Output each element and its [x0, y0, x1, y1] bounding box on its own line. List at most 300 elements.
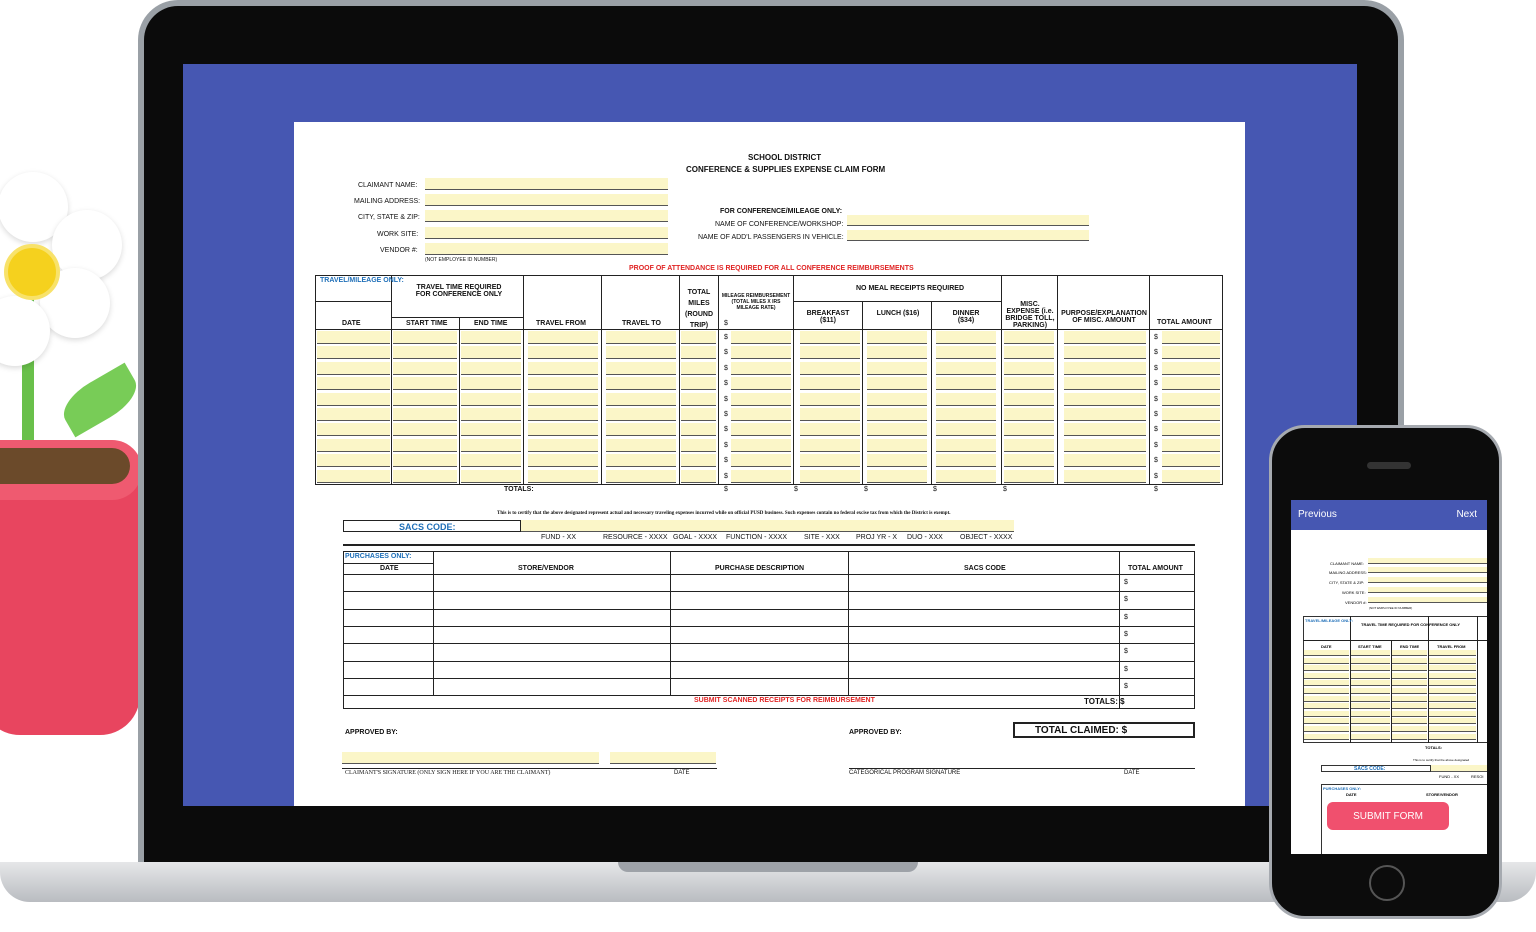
travel-cell-field[interactable] — [393, 423, 457, 436]
phone-travel-cell[interactable] — [1351, 688, 1390, 694]
submit-form-button[interactable]: SUBMIT FORM — [1327, 802, 1449, 830]
phone-col-end: END TIME — [1400, 644, 1420, 649]
travel-cell-field[interactable] — [1064, 423, 1146, 436]
phone-vendor-label: VENDOR #: — [1345, 600, 1367, 605]
travel-cell-field[interactable] — [606, 470, 676, 483]
travel-cell-field[interactable] — [800, 393, 860, 406]
col-misc: MISC. EXPENSE (i.e. BRIDGE TOLL, PARKING) — [1005, 301, 1055, 329]
totals-dollar-sign: $ — [724, 486, 728, 493]
travel-time-header: TRAVEL TIME REQUIRED FOR CONFERENCE ONLY — [415, 284, 503, 298]
col-end-time: END TIME — [474, 320, 508, 327]
travel-cell-field[interactable] — [606, 439, 676, 452]
phone-travel-cell[interactable] — [1429, 734, 1476, 740]
phone-travel-cell[interactable] — [1351, 734, 1390, 740]
phone-travel-cell[interactable] — [1392, 711, 1427, 717]
total-claimed-label: TOTAL CLAIMED: $ — [1035, 725, 1128, 736]
dollar-sign: $ — [1154, 457, 1158, 465]
claimant-name-field[interactable] — [425, 178, 668, 190]
phone-travel-cell[interactable] — [1392, 696, 1427, 702]
conference-only-label: FOR CONFERENCE/MILEAGE ONLY: — [720, 208, 843, 215]
phone-travel-cell[interactable] — [1429, 680, 1476, 686]
travel-cell-field[interactable] — [1162, 331, 1220, 344]
travel-cell-field[interactable] — [1004, 331, 1054, 344]
travel-cell-field[interactable] — [681, 408, 716, 421]
travel-cell-field[interactable] — [731, 423, 791, 436]
dollar-sign: $ — [1154, 349, 1158, 357]
dollar-sign: $ — [1154, 411, 1158, 418]
conference-name-field[interactable] — [847, 215, 1089, 226]
phone-travel-cell[interactable] — [1351, 650, 1390, 656]
dollar-sign: $ — [724, 472, 728, 480]
col-start-time: START TIME — [406, 320, 448, 327]
totals-dollar-sign: $ — [933, 486, 937, 493]
purchase-row-line — [343, 661, 1195, 662]
phone-travel-cell[interactable] — [1392, 718, 1427, 724]
sacs-part-label: RESOURCE - XXXX — [603, 534, 668, 541]
col-total-amount: TOTAL AMOUNT — [1157, 319, 1212, 326]
travel-cell-field[interactable] — [731, 408, 791, 421]
dollar-sign: $ — [724, 349, 728, 357]
dollar-sign: $ — [1154, 364, 1158, 372]
phone-travel-cell[interactable] — [1304, 688, 1349, 694]
travel-cell-field[interactable] — [393, 377, 457, 390]
travel-cell-field[interactable] — [867, 408, 927, 421]
travel-cell-field[interactable] — [731, 454, 791, 467]
travel-cell-field[interactable] — [461, 423, 521, 436]
dollar-sign: $ — [724, 334, 728, 341]
sacs-part-label: PROJ YR - X — [856, 534, 898, 541]
sacs-part-label: FUNCTION - XXXX — [726, 534, 788, 541]
travel-cell-field[interactable] — [317, 408, 390, 421]
travel-cell-field[interactable] — [317, 393, 390, 406]
phone-resource: RESOI — [1471, 774, 1484, 779]
phone-travel-cell[interactable] — [1392, 680, 1427, 686]
phone-travel-cell[interactable] — [1392, 665, 1427, 671]
totals-dollar-sign: $ — [1003, 486, 1007, 493]
travel-cell-field[interactable] — [1064, 331, 1146, 344]
phone-travel-cell[interactable] — [1304, 734, 1349, 740]
phone-fund: FUND - XX — [1439, 774, 1459, 779]
travel-cell-field[interactable] — [1064, 408, 1146, 421]
col-purpose: PURPOSE/EXPLANATION OF MISC. AMOUNT — [1061, 310, 1147, 324]
phone-p-date: DATE — [1346, 792, 1357, 797]
phone-travel-cell[interactable] — [1351, 680, 1390, 686]
travel-cell-field[interactable] — [393, 439, 457, 452]
phone-travel-cell[interactable] — [1429, 718, 1476, 724]
travel-cell-field[interactable] — [1162, 408, 1220, 421]
phone-travel-cell[interactable] — [1392, 650, 1427, 656]
approved-by-1: APPROVED BY: — [345, 729, 398, 736]
travel-cell-field[interactable] — [1004, 393, 1054, 406]
claimant-date-label: DATE — [674, 770, 690, 776]
travel-cell-field[interactable] — [317, 331, 390, 344]
no-meal-header: NO MEAL RECEIPTS REQUIRED — [856, 285, 964, 292]
phone-nav-bar — [1291, 500, 1487, 530]
travel-cell-field[interactable] — [1162, 470, 1220, 483]
travel-cell-field[interactable] — [606, 423, 676, 436]
dollar-sign: $ — [724, 364, 728, 372]
travel-cell-field[interactable] — [1004, 423, 1054, 436]
dollar-sign: $ — [1154, 334, 1158, 341]
travel-cell-field[interactable] — [1004, 454, 1054, 467]
phone-travel-cell[interactable] — [1351, 696, 1390, 702]
phone-city-label: CITY, STATE & ZIP: — [1329, 580, 1365, 585]
travel-cell-field[interactable] — [1162, 362, 1220, 375]
travel-cell-field[interactable] — [606, 408, 676, 421]
travel-cell-field[interactable] — [867, 439, 927, 452]
phone-travel-cell[interactable] — [1429, 711, 1476, 717]
travel-cell-field[interactable] — [1064, 439, 1146, 452]
col-travel-from: TRAVEL FROM — [536, 320, 586, 327]
purchase-row-line — [343, 678, 1195, 679]
travel-cell-field[interactable] — [867, 423, 927, 436]
travel-cell-field[interactable] — [528, 454, 598, 467]
program-signature-label: CATEGORICAL PROGRAM SIGNATURE — [849, 770, 961, 776]
travel-cell-field[interactable] — [606, 377, 676, 390]
travel-cell-field[interactable] — [867, 362, 927, 375]
travel-cell-field[interactable] — [800, 346, 860, 359]
travel-totals-label: TOTALS: — [504, 486, 534, 493]
phone-col-from: TRAVEL FROM — [1437, 644, 1466, 649]
travel-cell-field[interactable] — [1004, 377, 1054, 390]
totals-dollar-sign: $ — [1154, 486, 1158, 493]
travel-cell-field[interactable] — [528, 393, 598, 406]
phone-travel-cell[interactable] — [1392, 734, 1427, 740]
travel-cell-field[interactable] — [867, 346, 927, 359]
travel-cell-field[interactable] — [606, 362, 676, 375]
dollar-sign: $ — [1154, 380, 1158, 388]
travel-cell-field[interactable] — [681, 346, 716, 359]
travel-cell-field[interactable] — [461, 346, 521, 359]
sacs-code-field[interactable] — [521, 520, 1014, 532]
program-date-label: DATE — [1124, 770, 1140, 776]
submit-receipts-note: SUBMIT SCANNED RECEIPTS FOR REIMBURSEMENT — [694, 697, 875, 704]
travel-cell-field[interactable] — [731, 331, 791, 344]
travel-cell-field[interactable] — [461, 331, 521, 344]
passengers-field[interactable] — [847, 230, 1089, 241]
conference-name-label: NAME OF CONFERENCE/WORKSHOP: — [715, 221, 844, 228]
travel-cell-field[interactable] — [461, 377, 521, 390]
dollar-sign: $ — [1154, 472, 1158, 480]
sacs-part-label: OBJECT - XXXX — [960, 534, 1013, 541]
travel-cell-field[interactable] — [731, 439, 791, 452]
phone-travel-cell[interactable] — [1429, 665, 1476, 671]
travel-cell-field[interactable] — [1162, 439, 1220, 452]
travel-cell-field[interactable] — [681, 377, 716, 390]
phone-travel-cell[interactable] — [1304, 658, 1349, 664]
travel-cell-field[interactable] — [1064, 362, 1146, 375]
purchases-only-label: PURCHASES ONLY: — [345, 553, 412, 560]
travel-cell-field[interactable] — [1004, 439, 1054, 452]
travel-cell-field[interactable] — [528, 408, 598, 421]
phone-travel-cell[interactable] — [1429, 650, 1476, 656]
phone-travel-cell[interactable] — [1351, 718, 1390, 724]
travel-cell-field[interactable] — [731, 377, 791, 390]
travel-cell-field[interactable] — [606, 331, 676, 344]
vendor-note: (NOT EMPLOYEE ID NUMBER) — [425, 257, 498, 263]
claimant-date-field[interactable] — [610, 752, 716, 764]
phone-travel-cell[interactable] — [1429, 696, 1476, 702]
phone-sacs-label: SACS CODE: — [1354, 766, 1386, 772]
purchase-totals: TOTALS: $ — [1084, 697, 1125, 706]
travel-cell-field[interactable] — [606, 346, 676, 359]
phone-travel-cell[interactable] — [1304, 726, 1349, 732]
travel-cell-field[interactable] — [800, 470, 860, 483]
claimant-signature-field[interactable] — [342, 752, 599, 764]
phone-home-button[interactable] — [1369, 865, 1405, 901]
phone-device — [1269, 425, 1502, 919]
travel-cell-field[interactable] — [681, 362, 716, 375]
travel-cell-field[interactable] — [936, 454, 996, 467]
totals-dollar-sign: $ — [794, 486, 798, 493]
travel-cell-field[interactable] — [1162, 377, 1220, 390]
purchase-row-line — [343, 626, 1195, 627]
travel-cell-field[interactable] — [528, 439, 598, 452]
dollar-sign: $ — [724, 457, 728, 465]
travel-cell-field[interactable] — [606, 454, 676, 467]
phone-speaker — [1367, 462, 1411, 469]
next-button[interactable]: Next — [1456, 509, 1477, 520]
phone-travel-cell[interactable] — [1392, 688, 1427, 694]
phone-travel-cell[interactable] — [1304, 703, 1349, 709]
col-breakfast: BREAKFAST ($11) — [806, 310, 850, 324]
col-date: DATE — [342, 320, 361, 327]
purchase-row-line — [343, 591, 1195, 592]
travel-cell-field[interactable] — [681, 454, 716, 467]
phone-travel-cell[interactable] — [1304, 650, 1349, 656]
phone-travel-cell[interactable] — [1392, 673, 1427, 679]
travel-cell-field[interactable] — [317, 423, 390, 436]
travel-cell-field[interactable] — [800, 423, 860, 436]
travel-cell-field[interactable] — [867, 377, 927, 390]
travel-cell-field[interactable] — [1004, 408, 1054, 421]
col-lunch: LUNCH ($16) — [876, 310, 920, 317]
travel-cell-field[interactable] — [1064, 377, 1146, 390]
phone-travel-header: TRAVEL/MILEAGE ONLY: — [1305, 618, 1353, 623]
purchase-row-line — [343, 643, 1195, 644]
travel-cell-field[interactable] — [528, 362, 598, 375]
travel-cell-field[interactable] — [800, 408, 860, 421]
travel-cell-field[interactable] — [461, 470, 521, 483]
phone-travel-cell[interactable] — [1304, 673, 1349, 679]
phone-worksite-field[interactable] — [1368, 587, 1487, 593]
phone-travel-cell[interactable] — [1351, 658, 1390, 664]
phone-p-store: STORE/VENDOR — [1426, 792, 1458, 797]
phone-certify: This is to certify that the above designated — [1413, 758, 1470, 762]
travel-cell-field[interactable] — [317, 346, 390, 359]
travel-cell-field[interactable] — [528, 423, 598, 436]
travel-cell-field[interactable] — [1162, 346, 1220, 359]
travel-cell-field[interactable] — [867, 454, 927, 467]
claimant-name-label: CLAIMANT NAME: — [358, 182, 418, 189]
travel-cell-field[interactable] — [393, 470, 457, 483]
travel-cell-field[interactable] — [800, 331, 860, 344]
phone-sacs-field[interactable] — [1431, 765, 1487, 772]
travel-cell-field[interactable] — [867, 393, 927, 406]
work-site-field[interactable] — [425, 227, 668, 239]
phone-travel-cell[interactable] — [1429, 703, 1476, 709]
phone-worksite-label: WORK SITE: — [1342, 590, 1366, 595]
dollar-sign: $ — [1154, 395, 1158, 403]
phone-vendor-field[interactable] — [1368, 597, 1487, 603]
claimant-signature-label: CLAIMANT'S SIGNATURE (ONLY SIGN HERE IF YOU ARE THE CLAIMANT) — [345, 770, 551, 776]
travel-cell-field[interactable] — [393, 393, 457, 406]
phone-totals: TOTALS: — [1425, 745, 1442, 750]
phone-mailing-field[interactable] — [1368, 567, 1487, 573]
phone-screen — [1291, 500, 1487, 854]
expense-claim-form — [294, 122, 1245, 806]
travel-cell-field[interactable] — [606, 393, 676, 406]
phone-travel-cell[interactable] — [1304, 696, 1349, 702]
travel-cell-field[interactable] — [1064, 393, 1146, 406]
laptop-notch — [618, 862, 918, 872]
travel-cell-field[interactable] — [393, 362, 457, 375]
vendor-label: VENDOR #: — [380, 247, 418, 254]
totals-dollar-sign: $ — [864, 486, 868, 493]
purchase-dollar-sign: $ — [1124, 613, 1128, 621]
dollar-sign: $ — [724, 411, 728, 418]
travel-cell-field[interactable] — [1004, 346, 1054, 359]
travel-cell-field[interactable] — [1064, 470, 1146, 483]
sacs-part-label: FUND - XX — [541, 534, 576, 541]
passengers-label: NAME OF ADD'L PASSENGERS IN VEHICLE: — [698, 234, 844, 241]
sacs-part-label: SITE - XXX — [804, 534, 840, 541]
travel-cell-field[interactable] — [936, 346, 996, 359]
travel-cell-field[interactable] — [528, 470, 598, 483]
travel-cell-field[interactable] — [393, 408, 457, 421]
travel-cell-field[interactable] — [393, 346, 457, 359]
travel-cell-field[interactable] — [867, 331, 927, 344]
phone-city-field[interactable] — [1368, 577, 1487, 583]
phone-travel-cell[interactable] — [1351, 665, 1390, 671]
travel-cell-field[interactable] — [936, 408, 996, 421]
phone-travel-cell[interactable] — [1392, 726, 1427, 732]
flower-center — [4, 244, 60, 300]
phone-travel-cell[interactable] — [1351, 726, 1390, 732]
travel-cell-field[interactable] — [461, 439, 521, 452]
travel-cell-field[interactable] — [936, 470, 996, 483]
phone-travel-cell[interactable] — [1429, 688, 1476, 694]
travel-cell-field[interactable] — [731, 393, 791, 406]
travel-cell-field[interactable] — [936, 393, 996, 406]
travel-cell-field[interactable] — [393, 454, 457, 467]
travel-cell-field[interactable] — [461, 408, 521, 421]
travel-cell-field[interactable] — [461, 393, 521, 406]
form-title: CONFERENCE & SUPPLIES EXPENSE CLAIM FORM — [686, 165, 886, 174]
travel-cell-field[interactable] — [1064, 346, 1146, 359]
phone-travel-cell[interactable] — [1304, 718, 1349, 724]
phone-travel-cell[interactable] — [1429, 658, 1476, 664]
phone-vendor-note: (NOT EMPLOYEE ID NUMBER) — [1369, 606, 1413, 610]
travel-cell-field[interactable] — [317, 454, 390, 467]
travel-cell-field[interactable] — [1064, 454, 1146, 467]
travel-cell-field[interactable] — [681, 393, 716, 406]
travel-cell-field[interactable] — [936, 362, 996, 375]
travel-cell-field[interactable] — [461, 362, 521, 375]
phone-travel-cell[interactable] — [1351, 711, 1390, 717]
travel-cell-field[interactable] — [936, 423, 996, 436]
travel-cell-field[interactable] — [528, 377, 598, 390]
travel-cell-field[interactable] — [317, 362, 390, 375]
travel-cell-field[interactable] — [317, 470, 390, 483]
travel-cell-field[interactable] — [317, 439, 390, 452]
travel-cell-field[interactable] — [936, 331, 996, 344]
sacs-part-label: DUO - XXX — [907, 534, 943, 541]
travel-cell-field[interactable] — [1162, 454, 1220, 467]
travel-cell-field[interactable] — [393, 331, 457, 344]
mailing-address-field[interactable] — [425, 194, 668, 206]
city-state-zip-field[interactable] — [425, 210, 668, 222]
travel-cell-field[interactable] — [681, 331, 716, 344]
travel-cell-field[interactable] — [731, 362, 791, 375]
travel-cell-field[interactable] — [1162, 423, 1220, 436]
phone-travel-cell[interactable] — [1351, 703, 1390, 709]
phone-purchases-label: PURCHASES ONLY: — [1323, 786, 1362, 791]
work-site-label: WORK SITE: — [377, 231, 419, 238]
travel-cell-field[interactable] — [731, 470, 791, 483]
phone-travel-cell[interactable] — [1304, 711, 1349, 717]
dollar-sign: $ — [724, 395, 728, 403]
travel-cell-field[interactable] — [1004, 362, 1054, 375]
phone-col-start: START TIME — [1358, 644, 1382, 649]
phone-travel-cell[interactable] — [1304, 665, 1349, 671]
col-mileage: MILEAGE REIMBURSEMENT (TOTAL MILES X IRS MILEAGE RATE) — [721, 293, 791, 311]
purchase-dollar-sign: $ — [1124, 665, 1128, 673]
travel-cell-field[interactable] — [800, 439, 860, 452]
dollar-sign: $ — [1154, 426, 1158, 434]
phone-travel-cell[interactable] — [1429, 673, 1476, 679]
vendor-field[interactable] — [425, 243, 668, 255]
travel-cell-field[interactable] — [936, 439, 996, 452]
travel-cell-field[interactable] — [528, 346, 598, 359]
travel-cell-field[interactable] — [800, 362, 860, 375]
travel-cell-field[interactable] — [528, 331, 598, 344]
travel-cell-field[interactable] — [317, 377, 390, 390]
phone-travel-cell[interactable] — [1351, 673, 1390, 679]
travel-cell-field[interactable] — [1162, 393, 1220, 406]
approved-by-2: APPROVED BY: — [849, 729, 902, 736]
travel-cell-field[interactable] — [461, 454, 521, 467]
phone-travel-cell[interactable] — [1392, 703, 1427, 709]
mailing-address-label: MAILING ADDRESS: — [354, 198, 421, 205]
travel-cell-field[interactable] — [800, 377, 860, 390]
dollar-sign: $ — [724, 441, 728, 449]
previous-button[interactable]: Previous — [1298, 509, 1337, 520]
travel-cell-field[interactable] — [867, 470, 927, 483]
col-total-miles: TOTAL MILES (ROUND TRIP) — [685, 289, 713, 329]
phone-travel-cell[interactable] — [1392, 658, 1427, 664]
phone-claimant-field[interactable] — [1368, 558, 1487, 564]
travel-cell-field[interactable] — [936, 377, 996, 390]
flower-pot-soil — [0, 448, 130, 484]
phone-travel-cell[interactable] — [1304, 680, 1349, 686]
p-col-description: PURCHASE DESCRIPTION — [715, 565, 805, 572]
col-dinner: DINNER ($34) — [952, 310, 980, 324]
travel-cell-field[interactable] — [800, 454, 860, 467]
travel-cell-field[interactable] — [1004, 470, 1054, 483]
phone-travel-cell[interactable] — [1429, 726, 1476, 732]
total-claimed-box — [1013, 722, 1195, 738]
travel-cell-field[interactable] — [681, 470, 716, 483]
phone-claimant-label: CLAIMANT NAME: — [1330, 561, 1364, 566]
travel-cell-field[interactable] — [681, 439, 716, 452]
purchase-dollar-sign: $ — [1124, 648, 1128, 656]
travel-cell-field[interactable] — [681, 423, 716, 436]
purchase-dollar-sign: $ — [1124, 579, 1128, 586]
travel-header: TRAVEL/MILEAGE ONLY: — [320, 277, 404, 284]
travel-cell-field[interactable] — [731, 346, 791, 359]
phone-col-date: DATE — [1321, 644, 1332, 649]
